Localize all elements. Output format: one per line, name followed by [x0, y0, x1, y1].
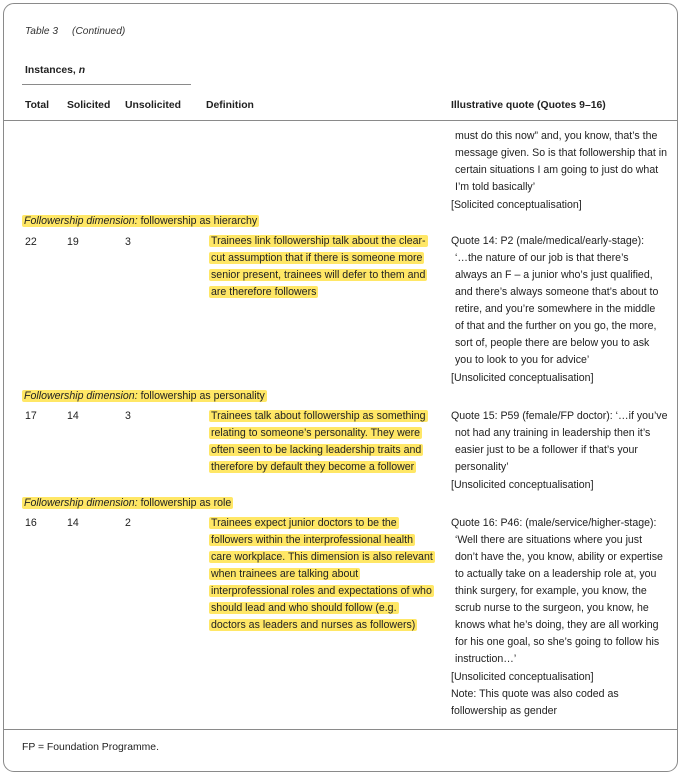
solicited-count: 14 — [67, 517, 79, 529]
continued-label: (Continued) — [72, 26, 126, 37]
quote-line: retire, and you’re somewhere in the middle — [455, 303, 656, 315]
quote-tag: [Unsolicited conceptualisation] — [451, 671, 594, 683]
total-count: 22 — [25, 236, 37, 248]
quote-tag: [Solicited conceptualisation] — [451, 199, 582, 211]
header-definition: Definition — [206, 100, 254, 111]
instances-header — [25, 65, 85, 76]
dimension-value: followership as hierarchy — [137, 215, 258, 227]
definition-line: when trainees are talking about — [211, 568, 359, 580]
quote-line: sort of, people there are below you to ask — [455, 337, 650, 349]
header-quote: Illustrative quote (Quotes 9–16) — [451, 100, 606, 111]
quote-line: must do this now” and, you know, that’s the — [455, 130, 658, 142]
footer-rule — [4, 729, 678, 730]
unsolicited-count: 2 — [125, 517, 131, 529]
header-total: Total — [25, 100, 50, 111]
quote-line: scrub nurse to the surgeon, you know, he — [455, 602, 649, 614]
definition-line: senior present, trainees will defer to them and — [211, 269, 426, 281]
quote-tag: [Unsolicited conceptualisation] — [451, 372, 594, 384]
quote-line: Quote 16: P46: (male/service/higher-stage): — [451, 517, 657, 529]
quote-line: I’m told basically’ — [455, 181, 536, 193]
quote-line: ‘…the nature of our job is that there’s — [455, 252, 629, 264]
table-frame — [3, 3, 678, 772]
quote-line: not had any training in leadership then it’s — [455, 427, 651, 439]
dimension-value: followership as personality — [137, 390, 265, 402]
unsolicited-count: 3 — [125, 236, 131, 248]
dimension-value: followership as role — [137, 497, 232, 509]
definition-line: interprofessional roles and expectations of who — [211, 585, 432, 597]
dimension-heading — [22, 215, 259, 227]
header-unsolicited: Unsolicited — [125, 100, 182, 111]
definition-line: doctors as leaders and nurses as followers) — [211, 619, 416, 631]
dimension-heading — [22, 390, 267, 402]
instances-label: Instances, — [25, 65, 76, 76]
definition-line: Trainees talk about followership as something — [211, 410, 426, 422]
definition-line: Trainees expect junior doctors to be the — [211, 517, 397, 529]
quote-line: think surgery, for example, you know, the — [455, 585, 647, 597]
definition-line: therefore by default they become a follower — [211, 461, 415, 473]
header-rule — [4, 120, 678, 121]
quote-line: ‘Well there are situations where you just — [455, 534, 643, 546]
quote-line: knows what he’s doing, they are all working — [455, 619, 659, 631]
table-caption — [25, 26, 125, 37]
quote-line: message given. So is that followership that in — [455, 147, 667, 159]
dimension-heading — [22, 497, 233, 509]
definition-line: relating to someone’s personality. They were — [211, 427, 421, 439]
table-footnote: FP = Foundation Programme. — [22, 742, 159, 753]
header-solicited: Solicited — [67, 100, 111, 111]
dimension-label: Followership dimension: — [24, 497, 138, 509]
instances-rule — [22, 84, 191, 85]
quote-line: instruction…’ — [455, 653, 517, 665]
quote-line: don’t have the, you know, ability or expertise — [455, 551, 663, 563]
definition-line: Trainees link followership talk about the clear- — [211, 235, 426, 247]
dimension-label: Followership dimension: — [24, 390, 138, 402]
total-count: 17 — [25, 410, 37, 422]
quote-line: certain situations I am going to just do what — [455, 164, 659, 176]
quote-line: always an F – a junior who’s just qualified, — [455, 269, 653, 281]
table-number: Table 3 — [25, 26, 59, 37]
quote-note: Note: This quote was also coded as — [451, 688, 619, 700]
quote-line: for his one goal, so she’s going to follow his — [455, 636, 660, 648]
quote-line: easier just to be a follower if that’s your — [455, 444, 638, 456]
definition-line: should lead and who should follow (e.g. — [211, 602, 397, 614]
quote-tag: [Unsolicited conceptualisation] — [451, 479, 594, 491]
solicited-count: 19 — [67, 236, 79, 248]
quote-note: followership as gender — [451, 705, 557, 717]
total-count: 16 — [25, 517, 37, 529]
quote-line: you to look to you for advice’ — [455, 354, 590, 366]
unsolicited-count: 3 — [125, 410, 131, 422]
definition-line: often seen to be lacking leadership traits and — [211, 444, 422, 456]
instances-variable: n — [78, 65, 86, 76]
definition-line: are therefore followers — [211, 286, 317, 298]
definition-line: followers within the interprofessional health — [211, 534, 413, 546]
quote-line: personality’ — [455, 461, 509, 473]
solicited-count: 14 — [67, 410, 79, 422]
definition-line: cut assumption that if there is someone more — [211, 252, 423, 264]
quote-line: Quote 15: P59 (female/FP doctor): ‘…if you’ve — [451, 410, 668, 422]
quote-line: of that and the further on you go, the more, — [455, 320, 657, 332]
quote-line: Quote 14: P2 (male/medical/early-stage): — [451, 235, 645, 247]
quote-line: to actually take on a leadership role at, you — [455, 568, 657, 580]
definition-line: care workplace. This dimension is also relevant — [211, 551, 433, 563]
dimension-label: Followership dimension: — [24, 215, 138, 227]
quote-line: and there’s always someone that’s about to — [455, 286, 659, 298]
